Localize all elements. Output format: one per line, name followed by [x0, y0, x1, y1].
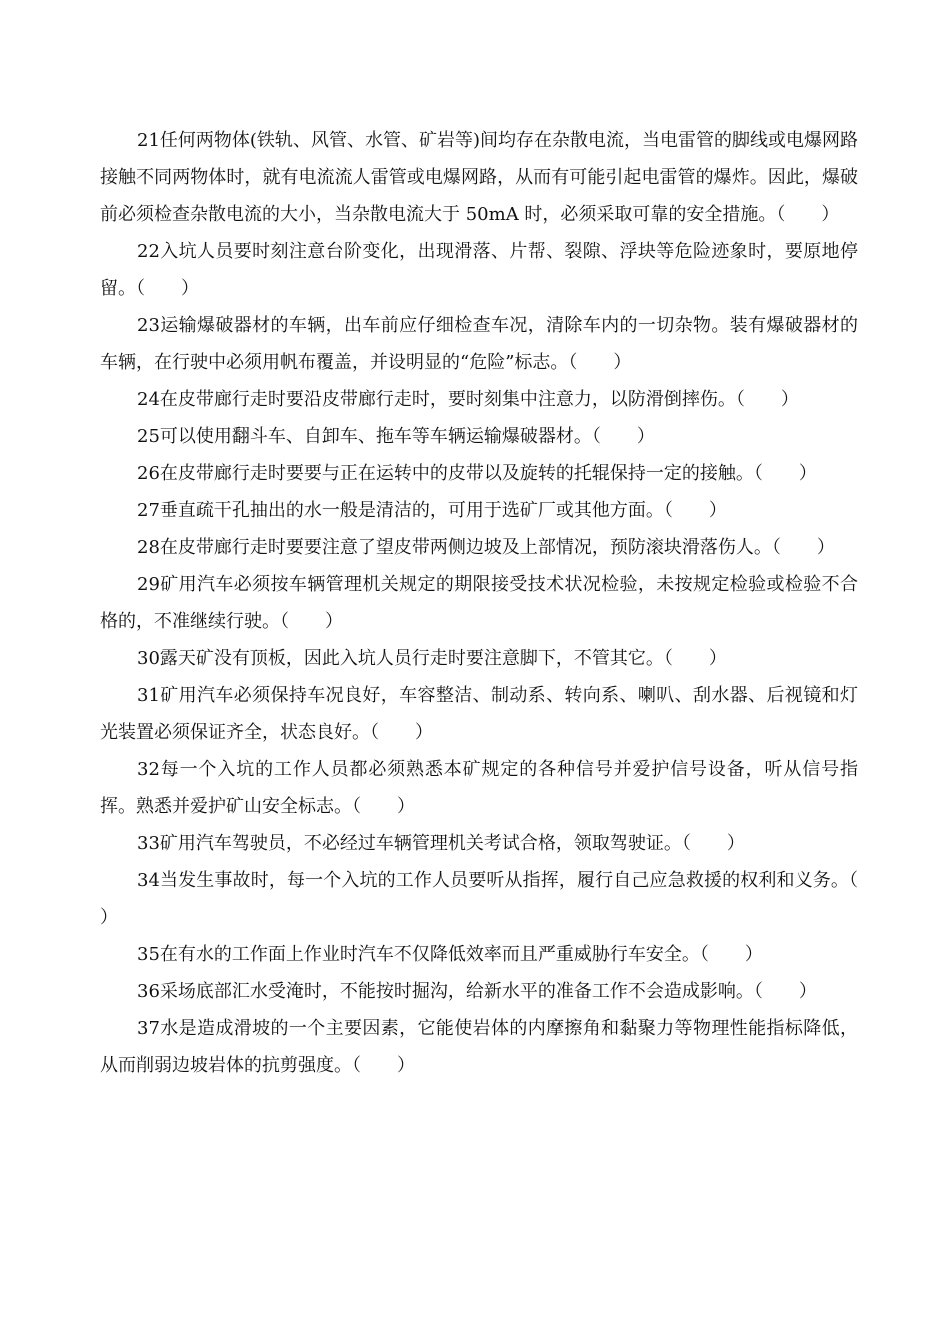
question-number: 36	[137, 981, 160, 1002]
question-number: 26	[137, 463, 160, 484]
question-text: 运输爆破器材的车辆，出车前应仔细检查车况，清除车内的一切杂物。装有爆破器材的车辆，在行驶中必须用帆布覆盖，并设明显的“危险”标志。（ ）	[100, 315, 858, 373]
question-number: 37	[137, 1018, 160, 1039]
question-30	[100, 640, 858, 677]
question-list	[100, 122, 894, 1084]
question-31	[100, 677, 858, 751]
question-25	[100, 418, 858, 455]
question-text: 露天矿没有顶板，因此入坑人员行走时要注意脚下，不管其它。（ ）	[159, 648, 727, 669]
question-number: 25	[137, 426, 160, 447]
question-32	[100, 751, 858, 825]
question-number: 27	[137, 500, 160, 521]
question-33	[100, 825, 858, 862]
question-24	[100, 381, 858, 418]
question-28	[100, 529, 858, 566]
question-text: 可以使用翻斗车、自卸车、拖车等车辆运输爆破器材。（ ）	[159, 426, 655, 447]
question-number: 35	[137, 944, 160, 965]
question-number: 31	[137, 685, 160, 706]
question-36	[100, 973, 858, 1010]
question-number: 22	[137, 241, 160, 262]
question-number: 23	[137, 315, 160, 336]
question-text: 在皮带廊行走时要要注意了望皮带两侧边坡及上部情况，预防滚块滑落伤人。（ ）	[159, 537, 835, 558]
question-text: 矿用汽车驾驶员，不必经过车辆管理机关考试合格，领取驾驶证。（ ）	[159, 833, 745, 854]
question-text: 在皮带廊行走时要要与正在运转中的皮带以及旋转的托辊保持一定的接触。（ ）	[159, 463, 817, 484]
question-23	[100, 307, 858, 381]
question-21	[100, 122, 858, 233]
question-37	[100, 1010, 858, 1084]
question-text: 入坑人员要时刻注意台阶变化，出现滑落、片帮、裂隙、浮块等危险迹象时，要原地停留。（ ）	[100, 241, 858, 299]
question-text: 矿用汽车必须保持车况良好，车容整洁、制动系、转向系、喇叭、刮水器、后视镜和灯光装置必须保证齐全，状态良好。（ ）	[100, 685, 858, 743]
question-29	[100, 566, 858, 640]
question-text: 采场底部汇水受淹时，不能按时掘沟，给新水平的准备工作不会造成影响。（ ）	[159, 981, 817, 1002]
question-text: 在有水的工作面上作业时汽车不仅降低效率而且严重威胁行车安全。（ ）	[159, 944, 763, 965]
question-text: 任何两物体(铁轨、风管、水管、矿岩等)间均存在杂散电流，当电雷管的脚线或电爆网路接触不同两物体时，就有电流流人雷管或电爆网路，从而有可能引起电雷管的爆炸。因此，爆破前必须检查杂散电流的大小，当杂散电流大于 50mA 时，必须采取可靠的安全措施。（ ）	[100, 130, 858, 225]
question-number: 24	[137, 389, 160, 410]
question-number: 29	[137, 574, 160, 595]
question-35	[100, 936, 858, 973]
question-text: 水是造成滑坡的一个主要因素，它能使岩体的内摩擦角和黏聚力等物理性能指标降低，从而削弱边坡岩体的抗剪强度。（ ）	[100, 1018, 858, 1076]
question-number: 28	[137, 537, 160, 558]
question-27	[100, 492, 858, 529]
question-number: 34	[137, 870, 160, 891]
question-22	[100, 233, 858, 307]
question-number: 21	[137, 130, 160, 151]
question-text: 矿用汽车必须按车辆管理机关规定的期限接受技术状况检验，未按规定检验或检验不合格的，不准继续行驶。（ ）	[100, 574, 858, 632]
question-text: 在皮带廊行走时要沿皮带廊行走时，要时刻集中注意力，以防滑倒摔伤。（ ）	[159, 389, 799, 410]
question-26	[100, 455, 858, 492]
question-number: 30	[137, 648, 160, 669]
question-34	[100, 862, 894, 936]
question-number: 33	[137, 833, 160, 854]
question-text: 垂直疏干孔抽出的水一般是清洁的，可用于选矿厂或其他方面。（ ）	[159, 500, 727, 521]
question-text: 当发生事故时，每一个入坑的工作人员要听从指挥，履行自己应急救援的权利和义务。（ ）	[100, 870, 894, 928]
question-number: 32	[137, 759, 160, 780]
question-text: 每一个入坑的工作人员都必须熟悉本矿规定的各种信号并爱护信号设备，听从信号指挥。熟悉并爱护矿山安全标志。（ ）	[100, 759, 858, 817]
